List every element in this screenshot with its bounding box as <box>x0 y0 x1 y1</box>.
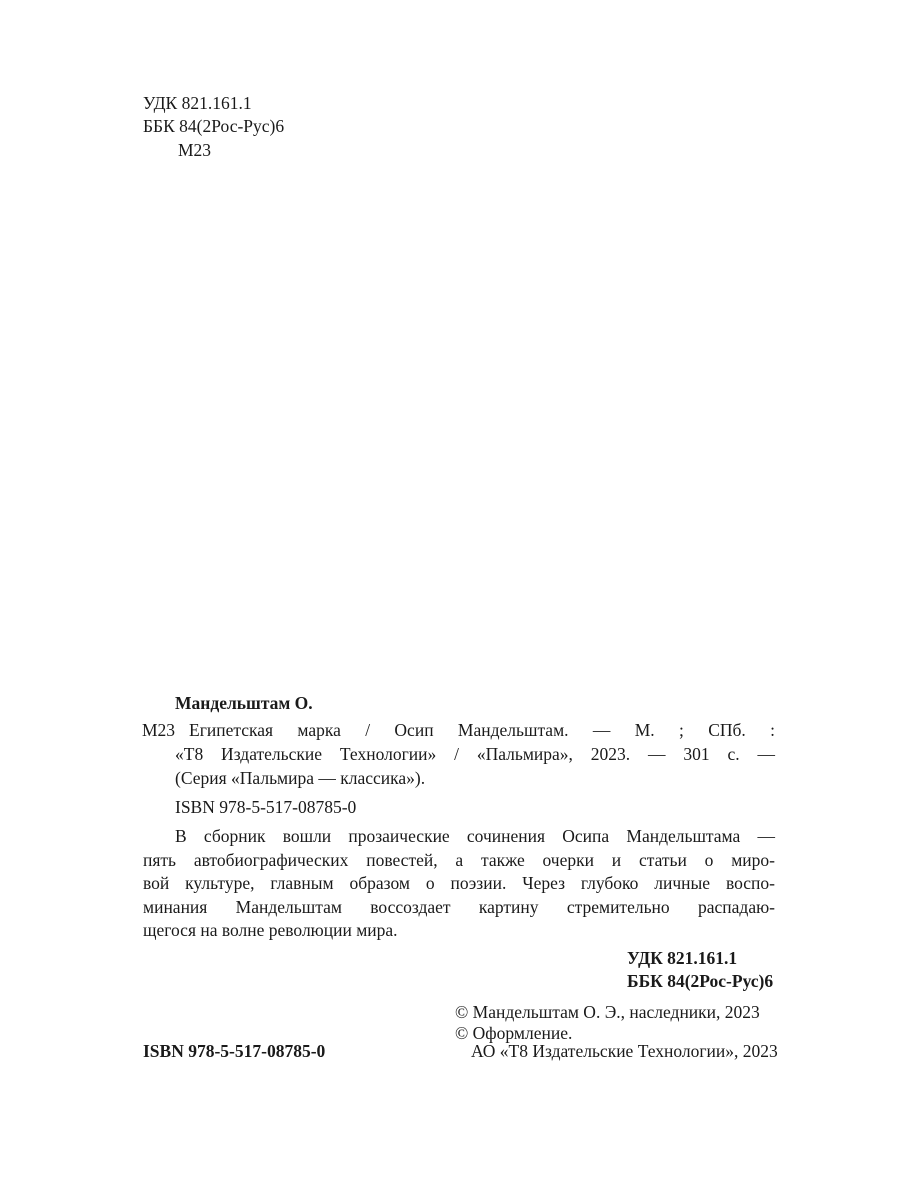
annotation-line: минания Мандельштам воссоздает картину стремительно распадаю- <box>143 897 775 917</box>
card-isbn: ISBN 978-5-517-08785-0 <box>175 797 357 817</box>
author-mark: М23 <box>178 140 212 160</box>
card-series-line: (Серия «Пальмира — классика»). <box>175 768 426 788</box>
card-bbk: ББК 84(2Рос-Рус)6 <box>627 971 774 991</box>
card-author: Мандельштам О. <box>175 693 313 713</box>
card-udk: УДК 821.161.1 <box>627 948 738 968</box>
annotation-line: вой культуре, главным образом о поэзии. Через глубоко личные воспо- <box>143 873 775 893</box>
annotation-line: пять автобиографических повестей, а также очерки и статьи о миро- <box>143 850 775 870</box>
udk-code: УДК 821.161.1 <box>143 93 252 113</box>
card-author-mark: М23 <box>142 720 176 740</box>
annotation-line: В сборник вошли прозаические сочинения Осипа Мандельштама — <box>175 826 775 846</box>
bbk-code: ББК 84(2Рос-Рус)6 <box>143 116 285 136</box>
annotation-line: щегося на волне революции мира. <box>143 920 398 940</box>
copyright-publisher: АО «Т8 Издательские Технологии», 2023 <box>471 1041 778 1061</box>
copyright-design: © Оформление. <box>455 1023 573 1043</box>
footer-isbn: ISBN 978-5-517-08785-0 <box>143 1041 326 1061</box>
card-publisher-line: «Т8 Издательские Технологии» / «Пальмира», 2023. — 301 с. — <box>175 744 775 764</box>
copyright-author: © Мандельштам О. Э., наследники, 2023 <box>455 1002 760 1022</box>
card-title-line: Египетская марка / Осип Мандельштам. — М. ; СПб. : <box>189 720 775 740</box>
